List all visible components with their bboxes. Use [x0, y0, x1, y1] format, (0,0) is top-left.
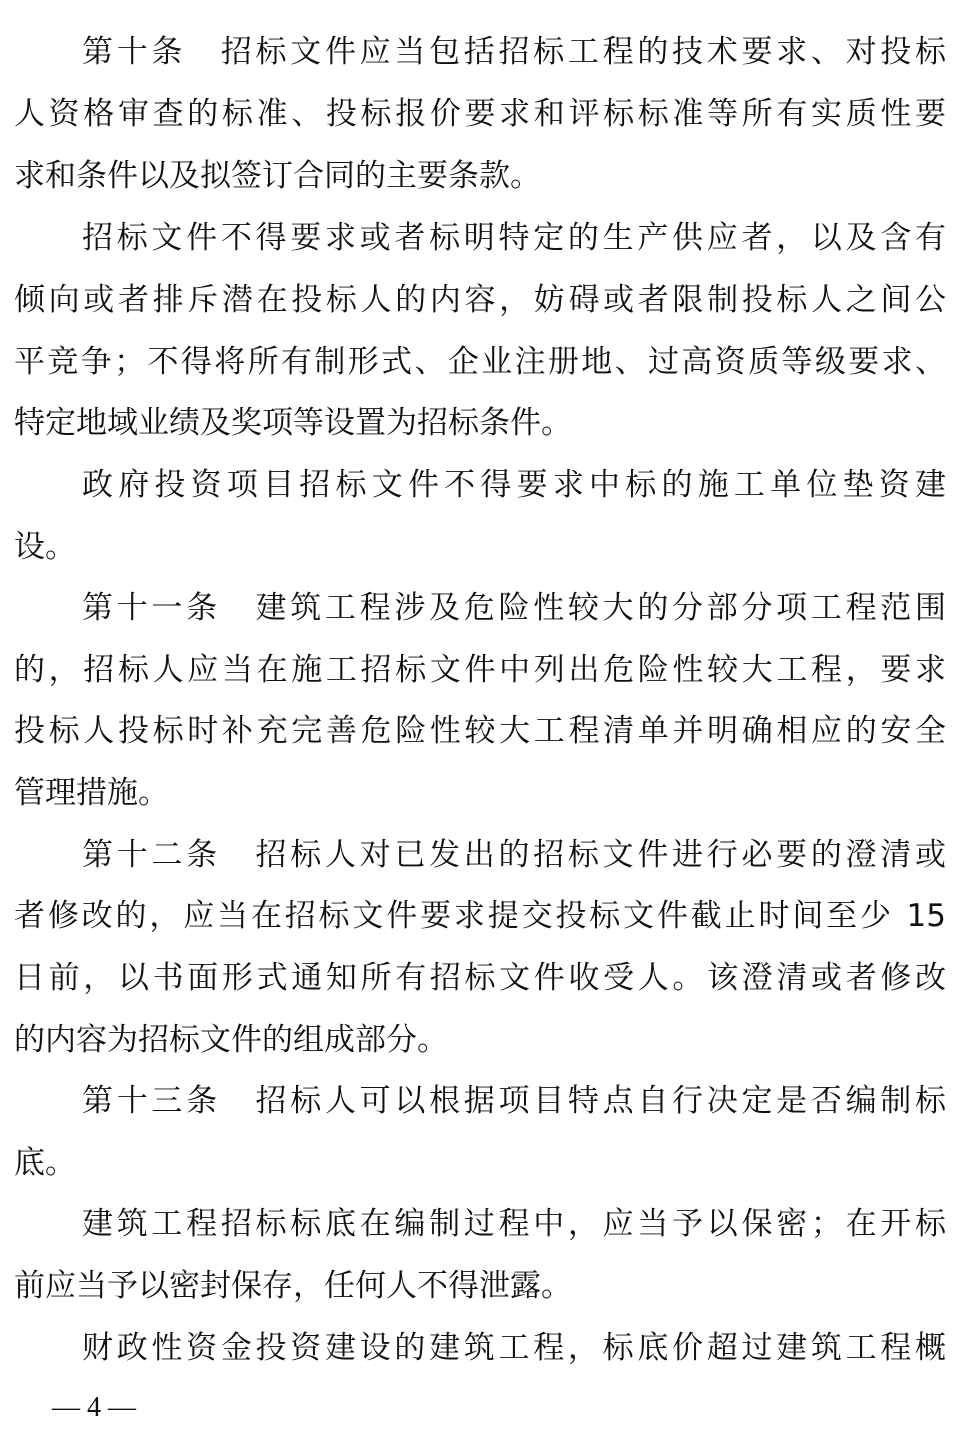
text-line: 管理措施。	[14, 775, 169, 811]
text-line: 第十一条 建筑工程涉及危险性较大的分部分项工程范围	[82, 590, 946, 626]
text-line: 的，招标人应当在施工招标文件中列出危险性较大工程，要求	[14, 652, 946, 688]
text-line: 平竞争；不得将所有制形式、企业注册地、过高资质等级要求、	[14, 344, 946, 380]
text-line: 前应当予以密封保存，任何人不得泄露。	[14, 1268, 572, 1304]
text-line: 建筑工程招标标底在编制过程中，应当予以保密；在开标	[82, 1206, 946, 1242]
text-line: 招标文件不得要求或者标明特定的生产供应者，以及含有	[82, 220, 946, 256]
text-line: 特定地域业绩及奖项等设置为招标条件。	[14, 405, 572, 441]
text-line: 设。	[14, 529, 76, 565]
text-line: 倾向或者排斥潜在投标人的内容，妨碍或者限制投标人之间公	[14, 282, 946, 318]
text-line: 财政性资金投资建设的建筑工程，标底价超过建筑工程概	[82, 1330, 946, 1366]
text-line: 者修改的，应当在招标文件要求提交投标文件截止时间至少 15	[14, 898, 946, 934]
text-line: 求和条件以及拟签订合同的主要条款。	[14, 158, 541, 194]
text-line: 底。	[14, 1145, 76, 1181]
page-number: — 4 —	[52, 1392, 136, 1423]
text-line: 政府投资项目招标文件不得要求中标的施工单位垫资建	[82, 467, 946, 503]
text-line: 人资格审查的标准、投标报价要求和评标标准等所有实质性要	[14, 96, 946, 132]
text-line: 的内容为招标文件的组成部分。	[14, 1022, 448, 1058]
text-line: 第十三条 招标人可以根据项目特点自行决定是否编制标	[82, 1083, 946, 1119]
text-line: 日前，以书面形式通知所有招标文件收受人。该澄清或者修改	[14, 960, 946, 996]
text-line: 第十二条 招标人对已发出的招标文件进行必要的澄清或	[82, 837, 946, 873]
text-line: 投标人投标时补充完善危险性较大工程清单并明确相应的安全	[14, 713, 946, 749]
text-line: 第十条 招标文件应当包括招标工程的技术要求、对投标	[82, 34, 946, 70]
